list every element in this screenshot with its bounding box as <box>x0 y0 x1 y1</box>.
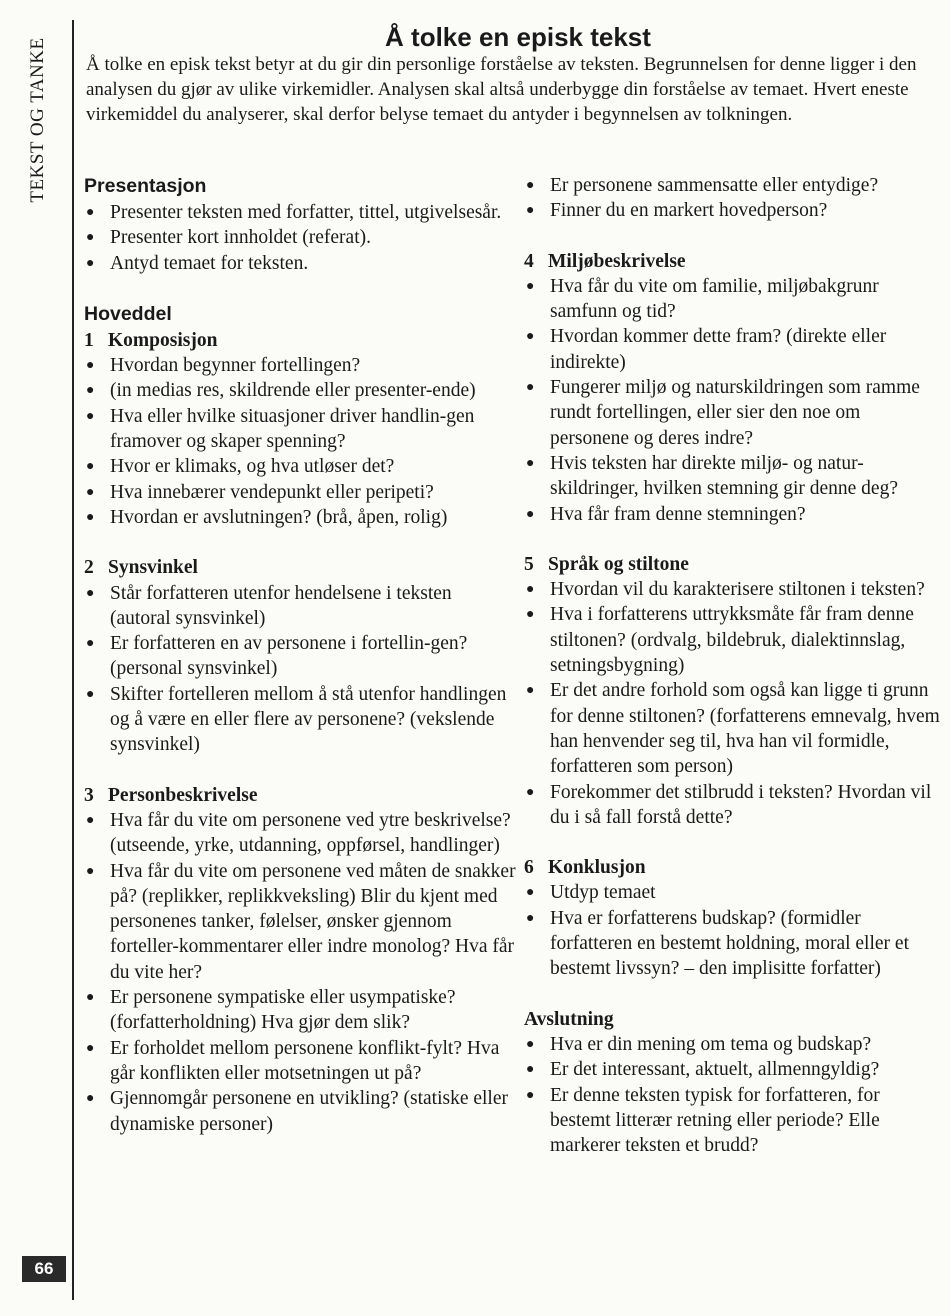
bullet-icon: ● <box>526 278 535 294</box>
right-column <box>524 173 944 1158</box>
list-item: ● Hva får du vite om personene ved måten de snakker på? (replikker, replikkveksling) Blir du kjent med personenes tanker, følelser, ønsker gjennom forteller-kommentarer eller indre monolog? Hva får du vite her? <box>84 859 516 985</box>
section-heading-avslutning: Avslutning <box>524 1008 614 1030</box>
list-item: ● Hva er din mening om tema og budskap? <box>524 1032 944 1057</box>
bullet-icon: ● <box>86 1091 95 1107</box>
bullet-icon: ● <box>526 582 535 598</box>
bullet-icon: ● <box>86 1040 95 1056</box>
bullet-icon: ● <box>526 455 535 471</box>
list-item: ● Antyd temaet for teksten. <box>84 251 516 276</box>
list-item: ● Presenter teksten med forfatter, tittel, utgivelsesår. <box>84 200 516 225</box>
subsection-heading-personbeskrivelse: 3 Personbeskrivelse <box>84 784 258 806</box>
list-item: ● Er forholdet mellom personene konflikt-fylt? Hva går konflikten eller motsetningen ut på? <box>84 1036 516 1087</box>
side-label-text: TEKST OG TANKE <box>27 37 48 203</box>
bullet-icon: ● <box>526 1036 535 1052</box>
section-heading-presentasjon: Presentasjon <box>84 175 207 197</box>
personbeskrivelse-list-continued <box>524 173 944 224</box>
page-title: Å tolke en episk tekst <box>385 22 651 52</box>
bullet-icon: ● <box>86 686 95 702</box>
bullet-icon: ● <box>86 459 95 475</box>
list-item: ● Hvis teksten har direkte miljø- og natur-skildringer, hvilken stemning gir denne deg? <box>524 451 944 502</box>
list-item: ● Står forfatteren utenfor hendelsene i teksten (autoral synsvinkel) <box>84 581 516 632</box>
bullet-icon: ● <box>526 1062 535 1078</box>
list-item: ● Hva er forfatterens budskap? (formidler forfatteren en bestemt holdning, moral eller et bestemt livssyn? – den implisitte forfatter) <box>524 906 944 982</box>
left-column <box>84 173 516 1137</box>
bullet-icon: ● <box>86 509 95 525</box>
list-item: ● Hva innebærer vendepunkt eller peripeti? <box>84 480 516 505</box>
bullet-icon: ● <box>526 506 535 522</box>
list-item: ● Hvordan kommer dette fram? (direkte eller indirekte) <box>524 324 944 375</box>
list-item: ● Utdyp temaet <box>524 880 944 905</box>
list-item: ● Hva i forfatterens uttrykksmåte får fram denne stiltonen? (ordvalg, bildebruk, dialektinnslag, setningsbygning) <box>524 602 944 678</box>
bullet-icon: ● <box>86 990 95 1006</box>
bullet-icon: ● <box>526 607 535 623</box>
bullet-icon: ● <box>526 1087 535 1103</box>
bullet-icon: ● <box>86 358 95 374</box>
side-label <box>24 30 52 210</box>
subsection-heading-miljobeskrivelse: 4 Miljøbeskrivelse <box>524 250 686 272</box>
bullet-icon: ● <box>86 484 95 500</box>
list-item: ● Hva får du vite om familie, miljøbakgrunr samfunn og tid? <box>524 274 944 325</box>
bullet-icon: ● <box>526 683 535 699</box>
bullet-icon: ● <box>526 380 535 396</box>
intro-paragraph: Å tolke en episk tekst betyr at du gir din personlige forståelse av teksten. Begrunnelsen for denne ligger i den analysen du gjør av ulike virkemidler. Analysen skal altså underbygge din forståelse av temaet. Hvert eneste virkemiddel du analyserer, skal derfor belyse temaet du antyder i begynnelsen av tolkningen. <box>86 54 917 125</box>
bullet-icon: ● <box>86 255 95 271</box>
list-item: ● Er det andre forhold som også kan ligge ti grunn for denne stiltonen? (forfatterens emnevalg, hvem han henvender seg til, hva han vil formidle, forfatteren som person) <box>524 678 944 779</box>
bullet-icon: ● <box>526 329 535 345</box>
konklusjon-list <box>524 880 944 981</box>
bullet-icon: ● <box>526 178 535 193</box>
synsvinkel-list <box>84 581 516 758</box>
list-item: ● Hvor er klimaks, og hva utløser det? <box>84 454 516 479</box>
bullet-icon: ● <box>86 863 95 879</box>
page-number: 66 <box>22 1256 66 1282</box>
list-item: ● Forekommer det stilbrudd i teksten? Hvordan vil du i så fall forstå dette? <box>524 780 944 831</box>
list-item: ● Hvordan er avslutningen? (brå, åpen, rolig) <box>84 505 516 530</box>
list-item: ● Hvordan vil du karakterisere stiltonen i teksten? <box>524 577 944 602</box>
list-item: ● Hvordan begynner fortellingen? <box>84 353 516 378</box>
presentasjon-list <box>84 200 516 276</box>
bullet-icon: ● <box>526 885 535 901</box>
list-item: ● Skifter fortelleren mellom å stå utenfor handlingen og å være en eller flere av personene? (vekslende synsvinkel) <box>84 682 516 758</box>
list-item: ● (in medias res, skildrende eller presenter-ende) <box>84 378 516 403</box>
bullet-icon: ● <box>86 585 95 601</box>
subsection-heading-synsvinkel: 2 Synsvinkel <box>84 557 198 579</box>
section-heading-hoveddel: Hoveddel <box>84 302 172 325</box>
sprak-list <box>524 577 944 830</box>
list-item: ● Presenter kort innholdet (referat). <box>84 225 516 250</box>
list-item: ● Er forfatteren en av personene i fortellin-gen? (personal synsvinkel) <box>84 631 516 682</box>
bullet-icon: ● <box>526 910 535 926</box>
bullet-icon: ● <box>86 408 95 424</box>
list-item: ● Finner du en markert hovedperson? <box>524 198 944 223</box>
bullet-icon: ● <box>526 784 535 800</box>
list-item: ● Hva får du vite om personene ved ytre beskrivelse? (utseende, yrke, utdanning, oppførsel, handlinger) <box>84 808 516 859</box>
list-item: ● Fungerer miljø og naturskildringen som ramme rundt fortellingen, eller sier den noe om personene og deres indre? <box>524 375 944 451</box>
komposisjon-list <box>84 353 516 530</box>
bullet-icon: ● <box>86 636 95 652</box>
list-item: ● Er personene sympatiske eller usympatiske? (forfatterholdning) Hva gjør dem slik? <box>84 985 516 1036</box>
personbeskrivelse-list <box>84 808 516 1137</box>
subsection-heading-konklusjon: 6 Konklusjon <box>524 857 646 879</box>
list-item: ● Gjennomgår personene en utvikling? (statiske eller dynamiske personer) <box>84 1086 516 1137</box>
avslutning-list <box>524 1032 944 1158</box>
list-item: ● Hva får fram denne stemningen? <box>524 502 944 527</box>
miljobeskrivelse-list <box>524 274 944 527</box>
subsection-heading-komposisjon: 1 Komposisjon <box>84 329 218 351</box>
bullet-icon: ● <box>526 203 535 219</box>
bullet-icon: ● <box>86 812 95 828</box>
vertical-rule <box>72 20 74 1300</box>
list-item: ● Hva eller hvilke situasjoner driver handlin-gen framover og skaper spenning? <box>84 404 516 455</box>
list-item: ● Er det interessant, aktuelt, allmenngyldig? <box>524 1057 944 1082</box>
bullet-icon: ● <box>86 230 95 246</box>
subsection-heading-sprak: 5 Språk og stiltone <box>524 553 689 575</box>
list-item: ● Er denne teksten typisk for forfatteren, for bestemt litterær retning eller periode? Elle markerer teksten et brudd? <box>524 1083 944 1159</box>
bullet-icon: ● <box>86 205 95 220</box>
bullet-icon: ● <box>86 383 95 399</box>
list-item: ● Er personene sammensatte eller entydige? <box>524 173 944 198</box>
